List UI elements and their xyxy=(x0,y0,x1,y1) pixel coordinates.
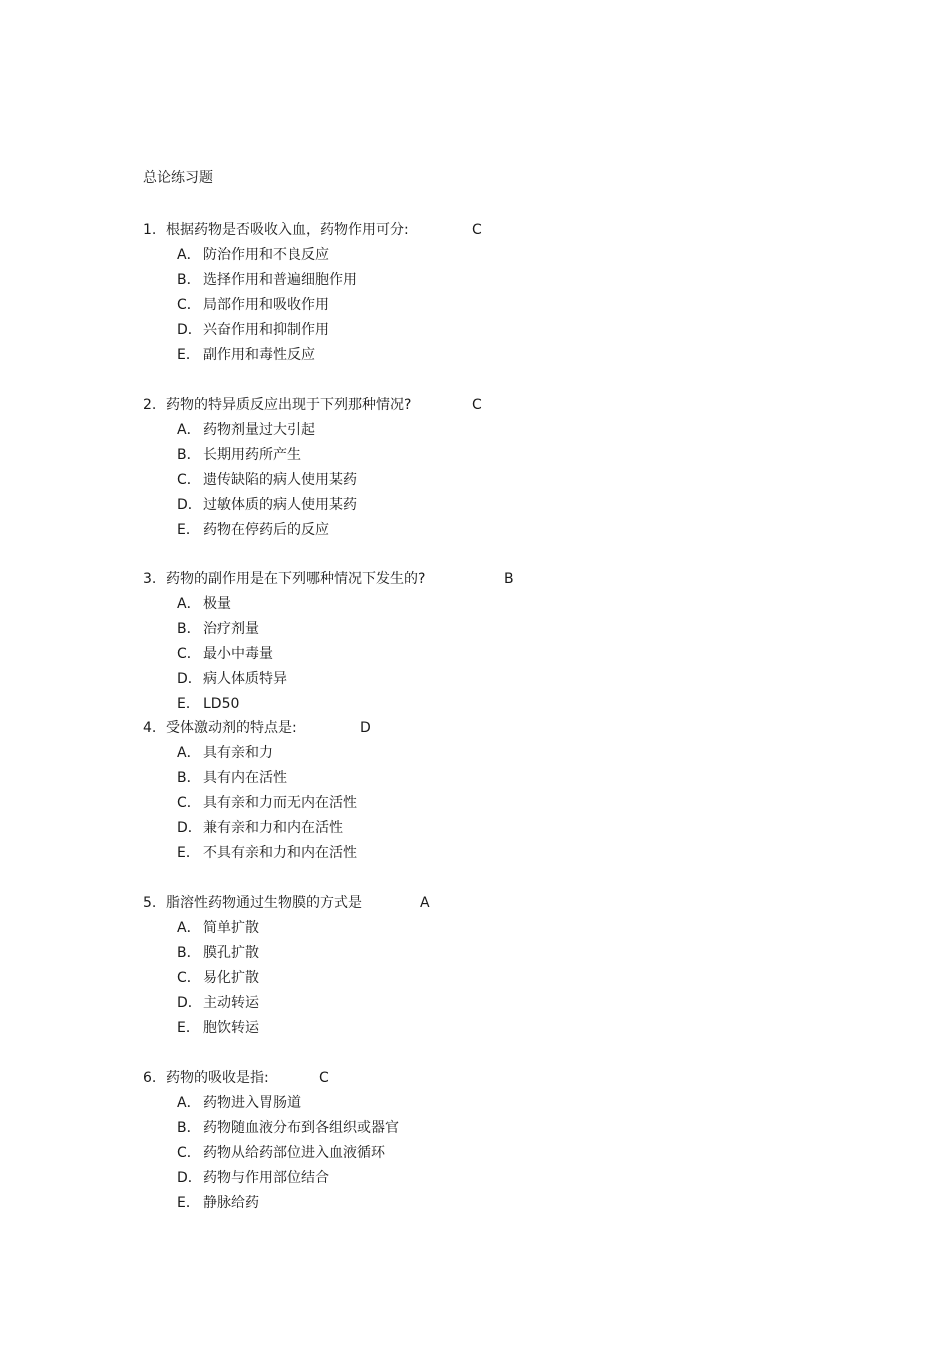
option-e xyxy=(177,1193,743,1213)
option-list xyxy=(143,743,743,863)
question-stem xyxy=(143,1068,743,1088)
option-letter: D． xyxy=(177,322,202,338)
option-text: 治疗剂量 xyxy=(203,621,259,637)
question-text: 药物的副作用是在下列哪种情况下发生的? xyxy=(166,571,426,587)
option-text: 副作用和毒性反应 xyxy=(203,347,315,363)
question-stem xyxy=(143,893,743,913)
option-e xyxy=(177,1018,743,1038)
option-text: 不具有亲和力和内在活性 xyxy=(203,845,357,861)
option-text: 易化扩散 xyxy=(203,970,259,986)
answer-key: C xyxy=(472,397,482,413)
question-text: 受体激动剂的特点是: xyxy=(166,720,297,736)
answer-key: B xyxy=(504,571,514,587)
option-letter: C． xyxy=(177,297,201,313)
option-letter: B． xyxy=(177,1120,201,1136)
option-text: 药物剂量过大引起 xyxy=(203,422,315,438)
option-e xyxy=(177,520,743,540)
question-1 xyxy=(143,220,743,370)
option-b xyxy=(177,1118,743,1138)
option-b xyxy=(177,445,743,465)
option-letter: E． xyxy=(177,347,200,363)
option-letter: C． xyxy=(177,795,201,811)
option-text: 具有亲和力而无内在活性 xyxy=(203,795,357,811)
option-list xyxy=(143,918,743,1038)
option-letter: B． xyxy=(177,945,201,961)
option-b xyxy=(177,619,743,639)
option-b xyxy=(177,768,743,788)
option-list xyxy=(143,594,743,714)
question-stem xyxy=(143,569,743,589)
option-list xyxy=(143,245,743,365)
option-letter: B． xyxy=(177,447,201,463)
option-c xyxy=(177,1143,743,1163)
option-text: 药物从给药部位进入血液循环 xyxy=(203,1145,385,1161)
option-c xyxy=(177,793,743,813)
question-5 xyxy=(143,893,743,1043)
option-text: 兴奋作用和抑制作用 xyxy=(203,322,329,338)
option-letter: C． xyxy=(177,472,201,488)
option-text: LD50 xyxy=(203,696,240,712)
question-stem xyxy=(143,718,743,738)
option-letter: E． xyxy=(177,1020,200,1036)
option-d xyxy=(177,669,743,689)
document-title: 总论练习题 xyxy=(143,170,213,186)
option-letter: E． xyxy=(177,1195,200,1211)
option-text: 胞饮转运 xyxy=(203,1020,259,1036)
option-text: 简单扩散 xyxy=(203,920,259,936)
option-letter: A． xyxy=(177,920,201,936)
option-a xyxy=(177,1093,743,1113)
option-letter: C． xyxy=(177,1145,201,1161)
option-text: 病人体质特异 xyxy=(203,671,287,687)
option-list xyxy=(143,1093,743,1213)
option-c xyxy=(177,644,743,664)
option-letter: C． xyxy=(177,970,201,986)
question-number: 4. xyxy=(143,720,157,736)
answer-key: D xyxy=(360,720,371,736)
option-letter: B． xyxy=(177,621,201,637)
option-text: 极量 xyxy=(203,596,231,612)
question-number: 2. xyxy=(143,397,157,413)
question-stem xyxy=(143,220,743,240)
option-b xyxy=(177,943,743,963)
question-4 xyxy=(143,718,743,868)
option-text: 遗传缺陷的病人使用某药 xyxy=(203,472,357,488)
option-text: 药物与作用部位结合 xyxy=(203,1170,329,1186)
option-text: 局部作用和吸收作用 xyxy=(203,297,329,313)
question-number: 1. xyxy=(143,222,157,238)
option-letter: E． xyxy=(177,845,200,861)
option-text: 药物随血液分布到各组织或器官 xyxy=(203,1120,399,1136)
option-text: 具有内在活性 xyxy=(203,770,287,786)
option-text: 静脉给药 xyxy=(203,1195,259,1211)
option-text: 防治作用和不良反应 xyxy=(203,247,329,263)
option-a xyxy=(177,420,743,440)
option-text: 膜孔扩散 xyxy=(203,945,259,961)
option-d xyxy=(177,320,743,340)
answer-key: A xyxy=(420,895,430,911)
option-text: 过敏体质的病人使用某药 xyxy=(203,497,357,513)
answer-key: C xyxy=(319,1070,329,1086)
option-d xyxy=(177,1168,743,1188)
option-text: 具有亲和力 xyxy=(203,745,273,761)
option-letter: E． xyxy=(177,522,200,538)
option-letter: D． xyxy=(177,820,202,836)
option-letter: D． xyxy=(177,995,202,1011)
option-list xyxy=(143,420,743,540)
option-letter: C． xyxy=(177,646,201,662)
option-d xyxy=(177,993,743,1013)
option-letter: D． xyxy=(177,497,202,513)
question-6 xyxy=(143,1068,743,1218)
option-c xyxy=(177,295,743,315)
option-c xyxy=(177,470,743,490)
option-letter: A． xyxy=(177,422,201,438)
option-e xyxy=(177,843,743,863)
option-letter: A． xyxy=(177,247,201,263)
question-2 xyxy=(143,395,743,545)
option-a xyxy=(177,245,743,265)
option-text: 长期用药所产生 xyxy=(203,447,301,463)
option-text: 选择作用和普遍细胞作用 xyxy=(203,272,357,288)
question-3 xyxy=(143,569,743,719)
option-d xyxy=(177,495,743,515)
question-number: 6. xyxy=(143,1070,157,1086)
option-text: 药物进入胃肠道 xyxy=(203,1095,301,1111)
option-a xyxy=(177,918,743,938)
option-letter: D． xyxy=(177,1170,202,1186)
option-letter: A． xyxy=(177,1095,201,1111)
option-letter: B． xyxy=(177,272,201,288)
answer-key: C xyxy=(472,222,482,238)
question-text: 根据药物是否吸收入血，药物作用可分: xyxy=(166,222,409,238)
question-text: 药物的特异质反应出现于下列那种情况? xyxy=(166,397,412,413)
option-e xyxy=(177,345,743,365)
option-e xyxy=(177,694,743,714)
option-text: 主动转运 xyxy=(203,995,259,1011)
question-text: 脂溶性药物通过生物膜的方式是 xyxy=(166,895,362,911)
option-b xyxy=(177,270,743,290)
option-a xyxy=(177,594,743,614)
option-d xyxy=(177,818,743,838)
option-letter: E． xyxy=(177,696,200,712)
question-number: 3. xyxy=(143,571,157,587)
option-letter: B． xyxy=(177,770,201,786)
question-number: 5. xyxy=(143,895,157,911)
option-text: 兼有亲和力和内在活性 xyxy=(203,820,343,836)
option-text: 药物在停药后的反应 xyxy=(203,522,329,538)
option-a xyxy=(177,743,743,763)
option-letter: D． xyxy=(177,671,202,687)
question-text: 药物的吸收是指: xyxy=(166,1070,269,1086)
option-c xyxy=(177,968,743,988)
option-letter: A． xyxy=(177,596,201,612)
question-stem xyxy=(143,395,743,415)
option-letter: A． xyxy=(177,745,201,761)
option-text: 最小中毒量 xyxy=(203,646,273,662)
